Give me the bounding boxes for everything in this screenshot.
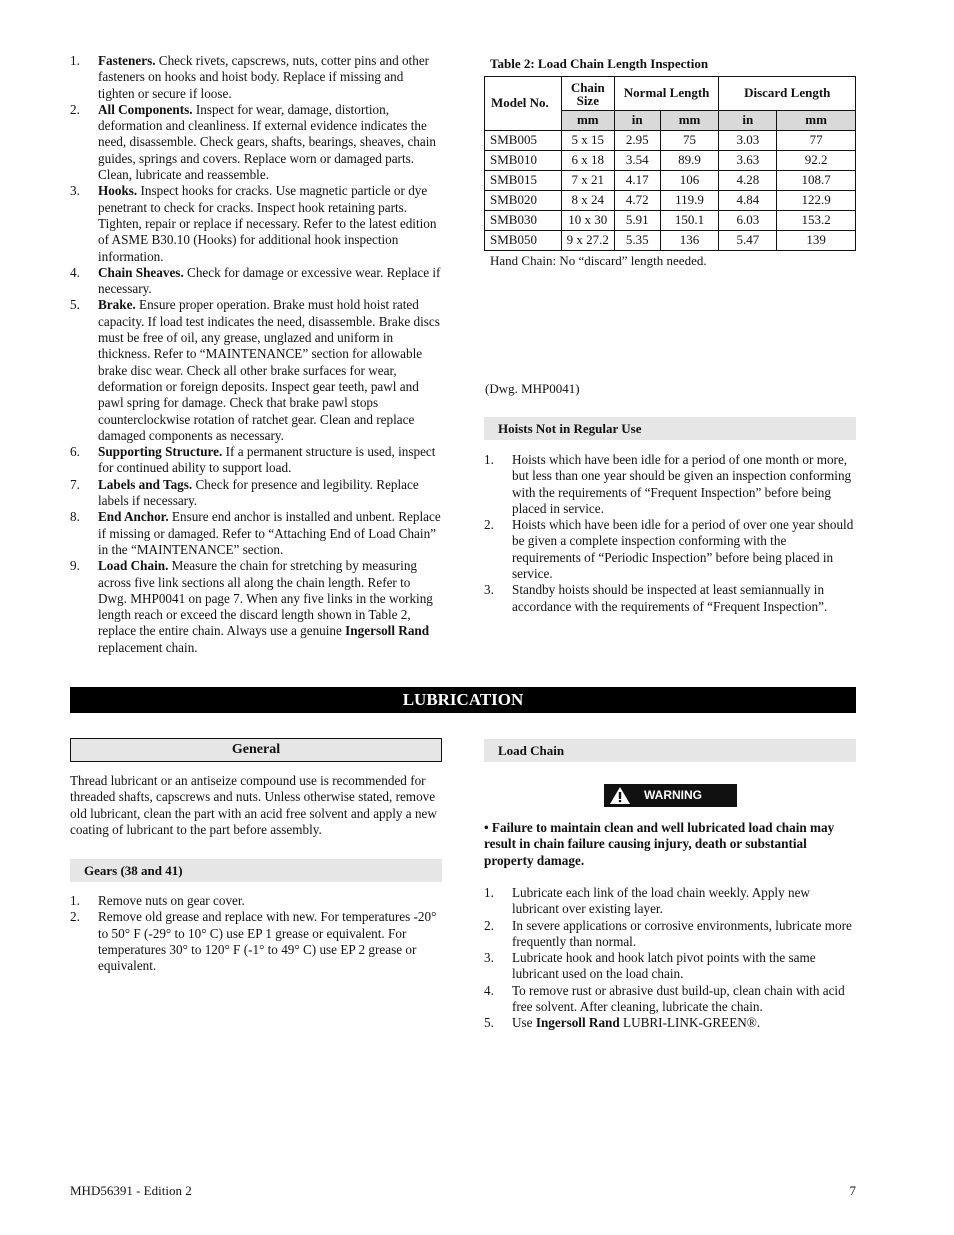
unit-mm: mm [777, 111, 856, 131]
header-model: Model No. [485, 77, 562, 131]
gears-list [70, 893, 442, 974]
load-chain-heading: Load Chain [484, 739, 856, 762]
general-text: Thread lubricant or an antiseize compound use is recommended for threaded shafts, capscrews and nuts. Unless otherwise stated, remove old lubricant, clean the part with an acid free solvent and apply a new coating of lubricant to the part before assembly. [70, 773, 437, 837]
list-item: 3. Standby hoists should be inspected at least semiannually in accordance with the requirements of “Frequent Inspection”. [484, 582, 828, 614]
warning-triangle-icon [610, 787, 630, 804]
lubrication-banner: LUBRICATION [70, 687, 856, 713]
drawing-label: (Dwg. MHP0041) [485, 381, 580, 396]
table-row: SMB020 8 x 24 4.72 119.9 4.84 122.9 [485, 191, 856, 211]
list-item: 1. Fasteners. Check rivets, capscrews, nuts, cotter pins and other fasteners on hooks and hoist body. Replace if missing and tighten or secure if loose. [70, 53, 430, 101]
table-row: SMB015 7 x 21 4.17 106 4.28 108.7 [485, 171, 856, 191]
chain-lube-list [484, 885, 856, 1032]
list-item: 9. Load Chain. Measure the chain for stretching by measuring across five link sections all along the chain length. Refer to Dwg. MHP0041 on page 7. When any five links in the working length reach or exceed the discard length shown in Table 2, replace the entire chain. Always use a genuine Ingersoll Rand replacement chain. [70, 558, 433, 655]
list-item: 4. Chain Sheaves. Check for damage or excessive wear. Replace if necessary. [70, 264, 441, 297]
load-chain-table [484, 76, 856, 251]
table-row: SMB030 10 x 30 5.91 150.1 6.03 153.2 [485, 211, 856, 231]
header-discard-length: Discard Length [719, 77, 856, 111]
general-heading: General [70, 738, 442, 762]
footer-page-number: 7 [849, 1183, 856, 1198]
list-item: 1. Hoists which have been idle for a period of one month or more, but less than one year should be given an inspection conforming with the requirements of “Frequent Inspection” before being placed in service. [484, 452, 852, 516]
table-note: Hand Chain: No “discard” length needed. [490, 253, 707, 268]
table-row: SMB010 6 x 18 3.54 89.9 3.63 92.2 [485, 151, 856, 171]
list-item: 1. Lubricate each link of the load chain weekly. Apply new lubricant over existing layer. [484, 885, 810, 917]
gears-list-column [70, 893, 442, 974]
warning-text: • Failure to maintain clean and well lubricated load chain may result in chain failure causing injury, death or substantial property damage. [484, 820, 835, 868]
warning-label-text: WARNING [644, 788, 702, 802]
list-item: 5. Use Ingersoll Rand LUBRI-LINK-GREEN®. [484, 1015, 761, 1031]
inspection-list [70, 53, 442, 656]
header-chain-size: Chain Size [561, 77, 614, 111]
list-item: 6. Supporting Structure. If a permanent structure is used, inspect for continued ability to support load. [70, 444, 436, 476]
unit-mm: mm [660, 111, 719, 131]
list-item: 2. Remove old grease and replace with new. For temperatures -20° to 50° F (-29° to 10° C) use EP 1 grease or equivalent. For temperatures 30° to 120° F (-1° to 49° C) use EP 2 grease or equivalent. [70, 909, 437, 974]
inspection-list-column [70, 53, 442, 656]
header-normal-length: Normal Length [614, 77, 719, 111]
list-item: 2. Hoists which have been idle for a period of over one year should be given a complete inspection conforming with the requirements of “Periodic Inspection” before being placed in service. [484, 517, 854, 582]
table-row: SMB050 9 x 27.2 5.35 136 5.47 139 [485, 231, 856, 251]
hoists-not-regular-heading: Hoists Not in Regular Use [484, 417, 856, 440]
list-item: 5. Brake. Ensure proper operation. Brake must hold hoist rated capacity. If load test indicates the need, disassemble. Brake discs must be free of oil, any grease, unglazed and uniform in thickness. Refer to “MAINTENANCE” section for allowable brake disc wear. Check all other brake surfaces for wear, deformation or foreign deposits. Inspect gear teeth, pawl and pawl spring for damage. Check that brake pawl stops counterclockwise rotation of ratchet gear. Clean and replace damaged components as necessary. [70, 297, 440, 443]
footer-document-id: MHD56391 - Edition 2 [70, 1183, 192, 1198]
gears-heading: Gears (38 and 41) [70, 859, 442, 882]
hoists-not-regular-list [484, 452, 856, 615]
list-item: 3. Lubricate hook and hook latch pivot points with the same lubricant used on the load chain. [484, 950, 816, 982]
unit-mm: mm [561, 111, 614, 131]
list-item: 1. Remove nuts on gear cover. [70, 893, 245, 908]
table-title: Table 2: Load Chain Length Inspection [490, 56, 709, 71]
list-item: 2. In severe applications or corrosive environments, lubricate more frequently than normal. [484, 917, 852, 949]
list-item: 3. Hooks. Inspect hooks for cracks. Use magnetic particle or dye penetrant to check for cracks. Inspect hook retaining parts. Tighten, repair or replace if necessary. Refer to the latest edition of ASME B30.10 (Hooks) for additional hook inspection information. [70, 183, 437, 264]
warning-label [604, 784, 737, 807]
list-item: 2. All Components. Inspect for wear, damage, distortion, deformation and cleanliness. If external evidence indicates the need, disassemble. Check gears, shafts, bearings, sheaves, chain guides, springs and covers. Replace worn or damaged parts. Clean, lubricate and reassemble. [70, 101, 437, 183]
unit-in: in [719, 111, 777, 131]
unit-in: in [614, 111, 660, 131]
hoists-not-regular-list-column [484, 452, 856, 615]
chain-lube-list-column [484, 885, 856, 1032]
list-item: 4. To remove rust or abrasive dust build-up, clean chain with acid free solvent. After cleaning, lubricate the chain. [484, 982, 845, 1015]
list-item: 8. End Anchor. Ensure end anchor is installed and unbent. Replace if missing or damaged. Refer to “Attaching End of Load Chain” in the “MAINTENANCE” section. [70, 509, 441, 557]
list-item: 7. Labels and Tags. Check for presence and legibility. Replace labels if necessary. [70, 476, 419, 509]
table-row: SMB005 5 x 15 2.95 75 3.03 77 [485, 131, 856, 151]
